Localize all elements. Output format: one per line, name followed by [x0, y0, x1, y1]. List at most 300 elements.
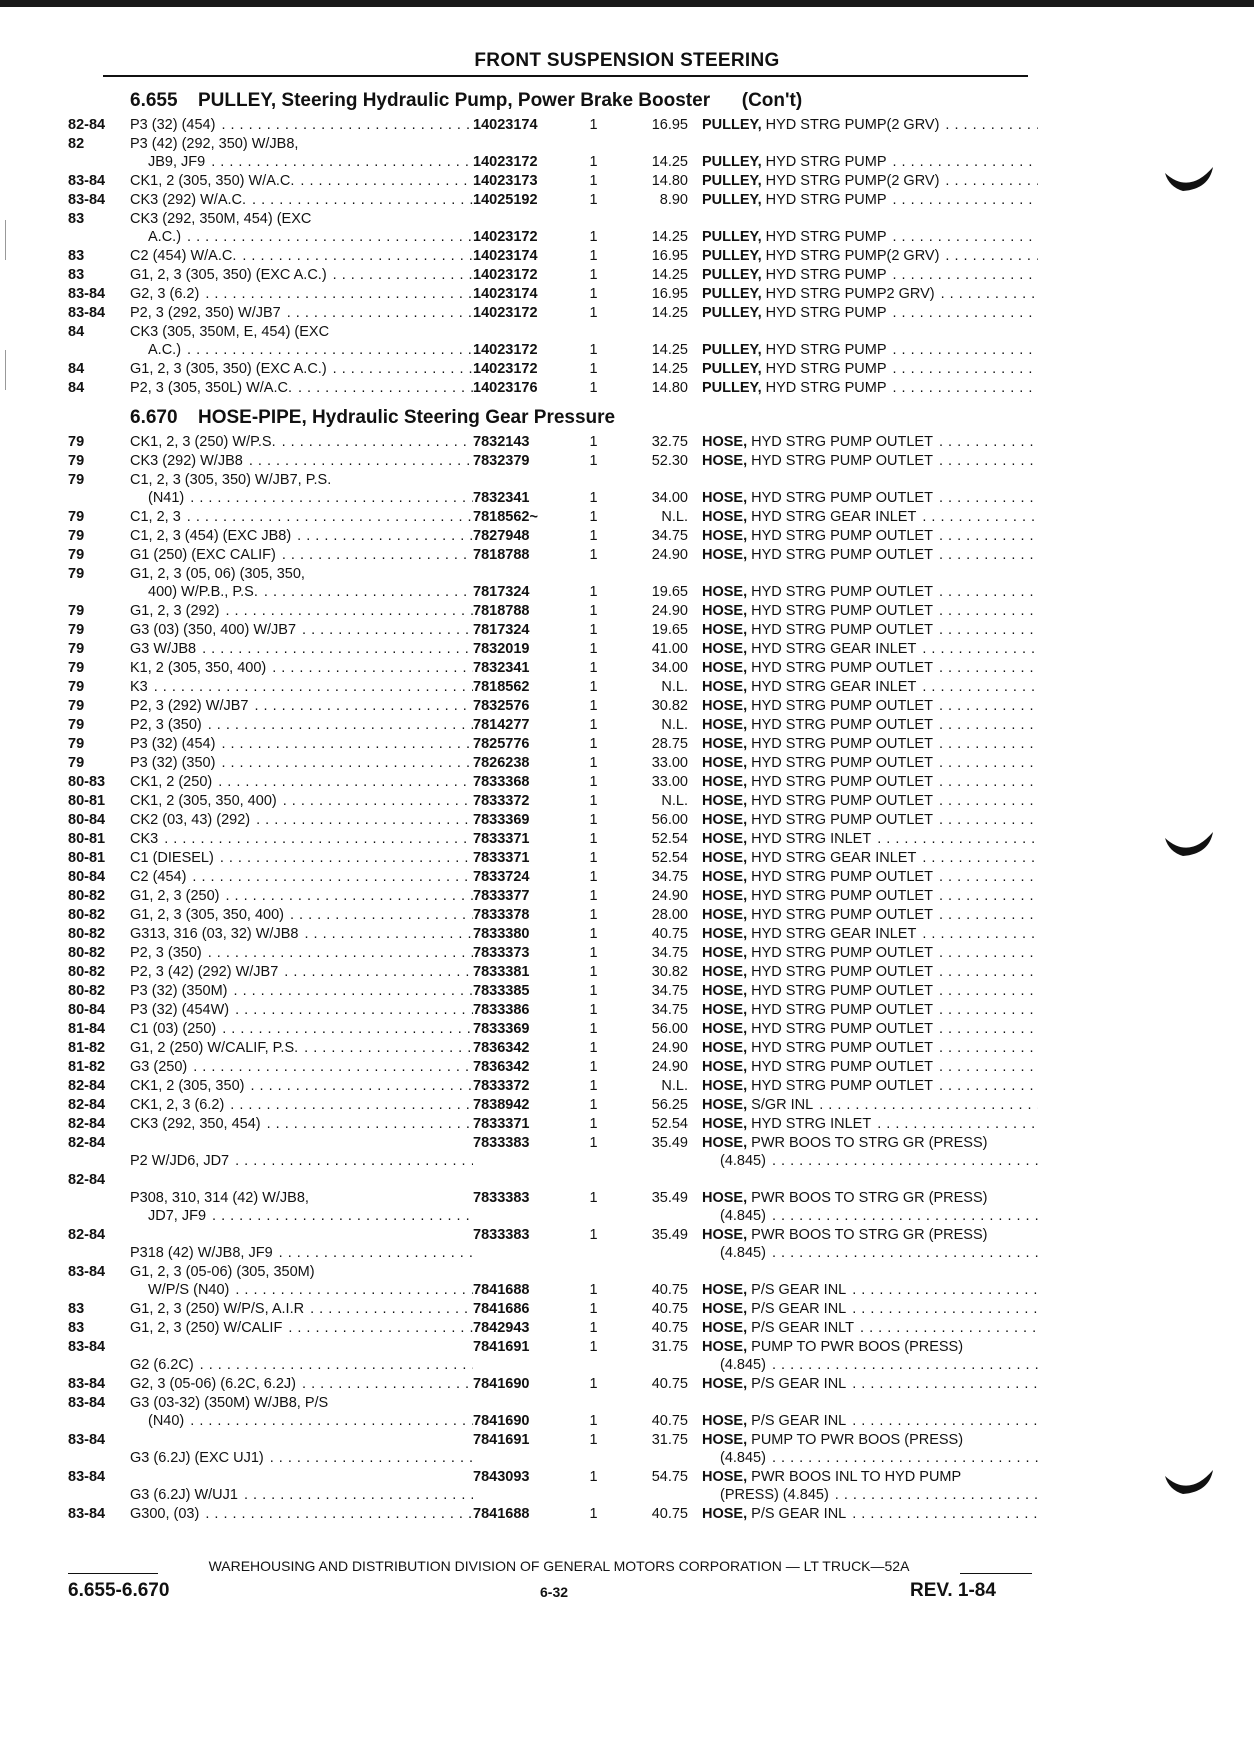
leader-dots	[276, 433, 473, 451]
footer-rule	[68, 1573, 158, 1574]
leader-dots	[766, 1356, 1038, 1374]
price: 40.75	[651, 1506, 688, 1522]
quantity: 1	[589, 305, 598, 321]
application-description	[130, 266, 473, 284]
part-number: 7843093	[473, 1469, 530, 1485]
part-description-text: HYD STRG PUMP OUTLET	[751, 774, 933, 790]
leader-dots	[846, 1281, 1038, 1299]
model-year: 83	[68, 248, 85, 264]
price: 16.95	[651, 248, 688, 264]
part-number: 7833380	[473, 926, 530, 942]
leader-dots	[933, 527, 1038, 545]
part-description	[702, 379, 1038, 397]
quantity: 1	[589, 1040, 598, 1056]
part-description-text: HYD STRG PUMP OUTLET	[751, 660, 933, 676]
part-description-text: PUMP TO PWR BOOS (PRESS)	[751, 1339, 964, 1355]
quantity: 1	[589, 660, 598, 676]
price: N.L.	[661, 717, 688, 733]
leader-dots	[933, 433, 1038, 451]
part-row	[68, 1096, 1038, 1114]
application-description	[130, 1356, 473, 1374]
model-year: 79	[68, 603, 85, 619]
application-text: P3 (32) (454)	[130, 736, 216, 752]
quantity: 1	[589, 603, 598, 619]
application-text: A.C.)	[148, 342, 182, 358]
part-description-text: HYD STRG GEAR INLET	[751, 641, 917, 657]
part-row	[68, 360, 1038, 378]
quantity: 1	[589, 229, 598, 245]
application-text: W/P/S (N40)	[148, 1282, 230, 1298]
leader-dots	[887, 304, 1039, 322]
part-description-text: (4.845)	[720, 1245, 766, 1261]
part-number: 7833371	[473, 850, 530, 866]
price: 19.65	[651, 584, 688, 600]
part-description-text: HYD STRG PUMP OUTLET	[751, 869, 933, 885]
price: 34.75	[651, 945, 688, 961]
part-description-text: HYD STRG PUMP OUTLET	[751, 434, 933, 450]
part-description	[702, 1058, 1038, 1076]
quantity: 1	[589, 1506, 598, 1522]
application-text: JB9, JF9	[148, 154, 206, 170]
part-number: 7836342	[473, 1040, 530, 1056]
part-row	[68, 659, 1038, 677]
model-year: 83-84	[68, 1339, 106, 1355]
part-row	[68, 135, 1038, 171]
part-description	[702, 172, 1038, 190]
part-keyword: HOSE,	[702, 907, 748, 923]
application-description	[130, 527, 473, 545]
model-year: 80-84	[68, 869, 106, 885]
quantity: 1	[589, 755, 598, 771]
part-description	[702, 191, 1038, 209]
leader-dots	[766, 1244, 1038, 1262]
part-number: 7842943	[473, 1320, 530, 1336]
part-description	[702, 247, 1038, 265]
part-description	[702, 754, 1038, 772]
leader-dots	[298, 1039, 473, 1057]
application-description	[130, 1486, 473, 1504]
application-text: C1, 2, 3 (305, 350) W/JB7, P.S.	[130, 472, 332, 488]
price: 28.00	[651, 907, 688, 923]
quantity: 1	[589, 1059, 598, 1075]
part-row	[68, 849, 1038, 867]
price: 34.75	[651, 869, 688, 885]
part-keyword: PULLEY,	[702, 267, 762, 283]
part-number: 7832143	[473, 434, 530, 450]
application-description	[130, 565, 473, 601]
application-text: P3 (42) (292, 350) W/JB8,	[130, 136, 299, 152]
part-description	[702, 830, 1038, 848]
price: 40.75	[651, 1413, 688, 1429]
model-year: 82	[68, 136, 85, 152]
model-year: 80-84	[68, 1002, 106, 1018]
part-keyword: HOSE,	[702, 812, 748, 828]
part-description-text: HYD STRG PUMP OUTLET	[751, 736, 933, 752]
application-text: CK3	[130, 831, 159, 847]
model-year: 83-84	[68, 1432, 106, 1448]
quantity: 1	[589, 286, 598, 302]
part-number: 14023172	[473, 305, 538, 321]
leader-dots	[871, 1115, 1038, 1133]
part-number: 7833383	[473, 1190, 530, 1206]
part-keyword: HOSE,	[702, 793, 748, 809]
application-text: CK1, 2 (250)	[130, 774, 213, 790]
model-year: 81-82	[68, 1040, 106, 1056]
part-description	[702, 508, 1038, 526]
part-description-text: HYD STRG PUMP OUTLET	[751, 888, 933, 904]
quantity: 1	[589, 888, 598, 904]
quantity: 1	[589, 584, 598, 600]
model-year: 84	[68, 380, 85, 396]
price: 32.75	[651, 434, 688, 450]
part-number: 7833373	[473, 945, 530, 961]
part-description	[702, 697, 1038, 715]
part-description	[702, 1096, 1038, 1114]
model-year: 83-84	[68, 173, 106, 189]
application-description	[130, 172, 473, 190]
part-keyword: HOSE,	[702, 1469, 748, 1485]
part-row	[68, 1134, 1038, 1170]
part-row	[68, 982, 1038, 1000]
part-row	[68, 527, 1038, 545]
model-year: 80-84	[68, 812, 106, 828]
application-text: G1, 2 (250) W/CALIF, P.S.	[130, 1040, 299, 1056]
part-description	[702, 849, 1038, 867]
part-number: 14023173	[473, 173, 538, 189]
application-description	[130, 1039, 473, 1057]
quantity: 1	[589, 812, 598, 828]
part-description	[702, 1319, 1038, 1337]
model-year: 82-84	[68, 1116, 106, 1132]
part-row	[68, 716, 1038, 734]
quantity: 1	[589, 1376, 598, 1392]
part-keyword: HOSE,	[702, 434, 748, 450]
application-text: G1, 2, 3 (05, 06) (305, 350,	[130, 566, 305, 582]
leader-dots	[187, 1058, 473, 1076]
leader-dots	[281, 304, 473, 322]
part-number: 7826238	[473, 755, 530, 771]
quantity: 1	[589, 1469, 598, 1485]
leader-dots	[296, 1375, 473, 1393]
leader-dots	[933, 982, 1038, 1000]
part-description	[702, 153, 1038, 171]
section-number: 6.655	[130, 90, 178, 111]
price: N.L.	[661, 679, 688, 695]
model-year: 80-81	[68, 793, 106, 809]
leader-dots	[219, 887, 473, 905]
leader-dots	[766, 1152, 1038, 1170]
leader-dots	[206, 1207, 473, 1225]
leader-dots	[846, 1300, 1038, 1318]
application-text: CK1, 2, 3 (6.2)	[130, 1097, 225, 1113]
part-description	[702, 887, 1038, 905]
part-description-text: PWR BOOS TO STRG GR (PRESS)	[751, 1135, 988, 1151]
leader-dots	[273, 1244, 473, 1262]
application-text: G1, 2, 3 (292)	[130, 603, 220, 619]
part-keyword: HOSE,	[702, 622, 748, 638]
application-text: G1, 2, 3 (305, 350) (EXC A.C.)	[130, 361, 327, 377]
quantity: 1	[589, 1413, 598, 1429]
model-year: 82-84	[68, 1097, 106, 1113]
part-row	[68, 925, 1038, 943]
part-keyword: PULLEY,	[702, 342, 762, 358]
leader-dots	[215, 735, 473, 753]
price: 40.75	[651, 1301, 688, 1317]
price: 24.90	[651, 547, 688, 563]
part-keyword: HOSE,	[702, 1320, 748, 1336]
model-year: 79	[68, 736, 85, 752]
price: N.L.	[661, 509, 688, 525]
quantity: 1	[589, 547, 598, 563]
application-description	[130, 1152, 473, 1170]
application-description	[130, 191, 473, 209]
part-row	[68, 602, 1038, 620]
part-description-text: HYD STRG PUMP(2 GRV)	[765, 248, 940, 264]
part-number: 7832019	[473, 641, 530, 657]
part-row	[68, 887, 1038, 905]
price: 34.75	[651, 983, 688, 999]
application-text: C1, 2, 3 (454) (EXC JB8)	[130, 528, 292, 544]
leader-dots	[829, 1486, 1038, 1504]
application-description	[130, 659, 473, 677]
price: 54.75	[651, 1469, 688, 1485]
application-text: 400) W/P.B., P.S.	[148, 584, 258, 600]
application-text: C1 (03) (250)	[130, 1021, 217, 1037]
price: 31.75	[651, 1339, 688, 1355]
part-description	[702, 659, 1038, 677]
part-description	[702, 583, 1038, 601]
part-number: 7841686	[473, 1301, 530, 1317]
part-row	[68, 1171, 1038, 1225]
model-year: 82-84	[68, 117, 106, 133]
model-year: 84	[68, 361, 85, 377]
part-keyword: HOSE,	[702, 1021, 748, 1037]
price: 33.00	[651, 774, 688, 790]
price: 24.90	[651, 1059, 688, 1075]
part-description	[702, 1001, 1038, 1019]
part-number: 7833372	[473, 1078, 530, 1094]
quantity: 1	[589, 679, 598, 695]
part-row	[68, 1468, 1038, 1504]
leader-dots	[186, 868, 473, 886]
part-keyword: PULLEY,	[702, 173, 762, 189]
parts-catalog	[68, 86, 1038, 1524]
leader-dots	[935, 285, 1038, 303]
application-text: CK3 (292, 350M, 454) (EXC	[130, 211, 312, 227]
application-description	[130, 1189, 473, 1225]
application-text: C2 (454) W/A.C.	[130, 248, 237, 264]
application-description	[130, 697, 473, 715]
application-description	[130, 754, 473, 772]
section-title: PULLEY, Steering Hydraulic Pump, Power Brake Booster (Con't)	[198, 90, 803, 111]
leader-dots	[181, 228, 473, 246]
application-text: C2 (454)	[130, 869, 187, 885]
part-description	[702, 602, 1038, 620]
model-year: 80-81	[68, 831, 106, 847]
part-keyword: HOSE,	[702, 453, 748, 469]
model-year: 79	[68, 566, 85, 582]
price: 35.49	[651, 1227, 688, 1243]
part-number: 7814277	[473, 717, 530, 733]
part-description-text: PUMP TO PWR BOOS (PRESS)	[751, 1432, 964, 1448]
model-year: 80-82	[68, 964, 106, 980]
part-number: 7833385	[473, 983, 530, 999]
model-year: 79	[68, 641, 85, 657]
part-description	[702, 1300, 1038, 1318]
part-description-text: HYD STRG PUMP	[765, 154, 887, 170]
part-row	[68, 1115, 1038, 1133]
part-number: 7833383	[473, 1227, 530, 1243]
leader-dots	[846, 1375, 1038, 1393]
quantity: 1	[589, 907, 598, 923]
binder-hole-icon	[1163, 830, 1215, 860]
application-description	[130, 546, 473, 564]
application-text: G3 (250)	[130, 1059, 188, 1075]
leader-dots	[148, 678, 473, 696]
leader-dots	[278, 963, 473, 981]
application-description	[130, 1505, 473, 1523]
part-row	[68, 1431, 1038, 1467]
model-year: 83-84	[68, 1506, 106, 1522]
leader-dots	[933, 963, 1038, 981]
leader-dots	[266, 659, 473, 677]
leader-dots	[248, 697, 473, 715]
application-text: P2, 3 (292) W/JB7	[130, 698, 249, 714]
model-year: 79	[68, 453, 85, 469]
leader-dots	[871, 830, 1038, 848]
application-description	[130, 773, 473, 791]
leader-dots	[199, 1505, 473, 1523]
leader-dots	[933, 887, 1038, 905]
application-text: P3 (32) (350)	[130, 755, 216, 771]
application-description	[130, 247, 473, 265]
application-description	[130, 323, 473, 359]
leader-dots	[933, 735, 1038, 753]
application-description	[130, 1001, 473, 1019]
model-year: 79	[68, 472, 85, 488]
part-row	[68, 754, 1038, 772]
part-description-text: (4.845)	[720, 1357, 766, 1373]
section-number: 6.670	[130, 407, 178, 428]
part-keyword: HOSE,	[702, 736, 748, 752]
application-description	[130, 640, 473, 658]
model-year: 80-82	[68, 945, 106, 961]
part-description	[702, 527, 1038, 545]
part-number: 7833386	[473, 1002, 530, 1018]
part-row	[68, 1375, 1038, 1393]
leader-dots	[916, 678, 1038, 696]
part-keyword: HOSE,	[702, 584, 748, 600]
part-row	[68, 1505, 1038, 1523]
part-description-text: HYD STRG PUMP OUTLET	[751, 717, 933, 733]
quantity: 1	[589, 926, 598, 942]
part-number: 7818562~	[473, 509, 538, 525]
price: 40.75	[651, 1320, 688, 1336]
part-number: 7832576	[473, 698, 530, 714]
leader-dots	[887, 153, 1039, 171]
part-row	[68, 1263, 1038, 1299]
part-keyword: HOSE,	[702, 869, 748, 885]
part-keyword: HOSE,	[702, 1116, 748, 1132]
leader-dots	[933, 1020, 1038, 1038]
leader-dots	[939, 172, 1038, 190]
leader-dots	[933, 754, 1038, 772]
part-description	[702, 1020, 1038, 1038]
binder-hole-icon	[1163, 165, 1215, 195]
application-description	[130, 963, 473, 981]
price: N.L.	[661, 1078, 688, 1094]
part-row	[68, 116, 1038, 134]
model-year: 83	[68, 267, 85, 283]
application-text: CK3 (292) W/JB8	[130, 453, 243, 469]
part-description	[702, 944, 1038, 962]
application-text: G1, 2, 3 (305, 350) (EXC A.C.)	[130, 267, 327, 283]
application-text: P318 (42) W/JB8, JF9	[130, 1245, 273, 1261]
part-number: 7818562	[473, 679, 530, 695]
price: 34.00	[651, 490, 688, 506]
leader-dots	[276, 546, 473, 564]
quantity: 1	[589, 509, 598, 525]
part-row	[68, 1001, 1038, 1019]
part-description-text: (4.845)	[720, 1450, 766, 1466]
part-description-text: P/S GEAR INL	[751, 1506, 847, 1522]
application-text: G1, 2, 3 (250) W/CALIF	[130, 1320, 283, 1336]
leader-dots	[202, 716, 473, 734]
part-description-text: HYD STRG PUMP OUTLET	[751, 945, 933, 961]
model-year: 81-82	[68, 1059, 106, 1075]
part-number: 7833378	[473, 907, 530, 923]
model-year: 80-82	[68, 888, 106, 904]
part-description	[702, 228, 1038, 246]
leader-dots	[916, 849, 1038, 867]
part-row	[68, 868, 1038, 886]
leader-dots	[933, 906, 1038, 924]
application-text: CK3 (305, 350M, E, 454) (EXC	[130, 324, 330, 340]
price: 52.54	[651, 1116, 688, 1132]
part-description	[702, 1468, 1038, 1504]
part-description-text: HYD STRG PUMP OUTLET	[751, 603, 933, 619]
part-keyword: HOSE,	[702, 850, 748, 866]
leader-dots	[216, 1020, 473, 1038]
quantity: 1	[589, 1432, 598, 1448]
part-number: 7836342	[473, 1059, 530, 1075]
leader-dots	[194, 1356, 473, 1374]
part-description-text: P/S GEAR INL	[751, 1282, 847, 1298]
part-keyword: HOSE,	[702, 1097, 748, 1113]
leader-dots	[887, 191, 1039, 209]
price: 14.25	[651, 361, 688, 377]
application-text: P2 W/JD6, JD7	[130, 1153, 230, 1169]
quantity: 1	[589, 117, 598, 133]
price: 52.30	[651, 453, 688, 469]
part-row	[68, 433, 1038, 451]
part-description	[702, 1226, 1038, 1262]
part-row	[68, 1338, 1038, 1374]
leader-dots	[933, 1058, 1038, 1076]
part-description-text: HYD STRG PUMP OUTLET	[751, 1059, 933, 1075]
part-keyword: PULLEY,	[702, 154, 762, 170]
leader-dots	[933, 621, 1038, 639]
leader-dots	[228, 982, 473, 1000]
application-description	[130, 285, 473, 303]
quantity: 1	[589, 1301, 598, 1317]
leader-dots	[229, 1152, 473, 1170]
part-row	[68, 1039, 1038, 1057]
leader-dots	[939, 247, 1038, 265]
part-keyword: PULLEY,	[702, 286, 762, 302]
model-year: 79	[68, 509, 85, 525]
part-description-text: HYD STRG PUMP OUTLET	[751, 584, 933, 600]
